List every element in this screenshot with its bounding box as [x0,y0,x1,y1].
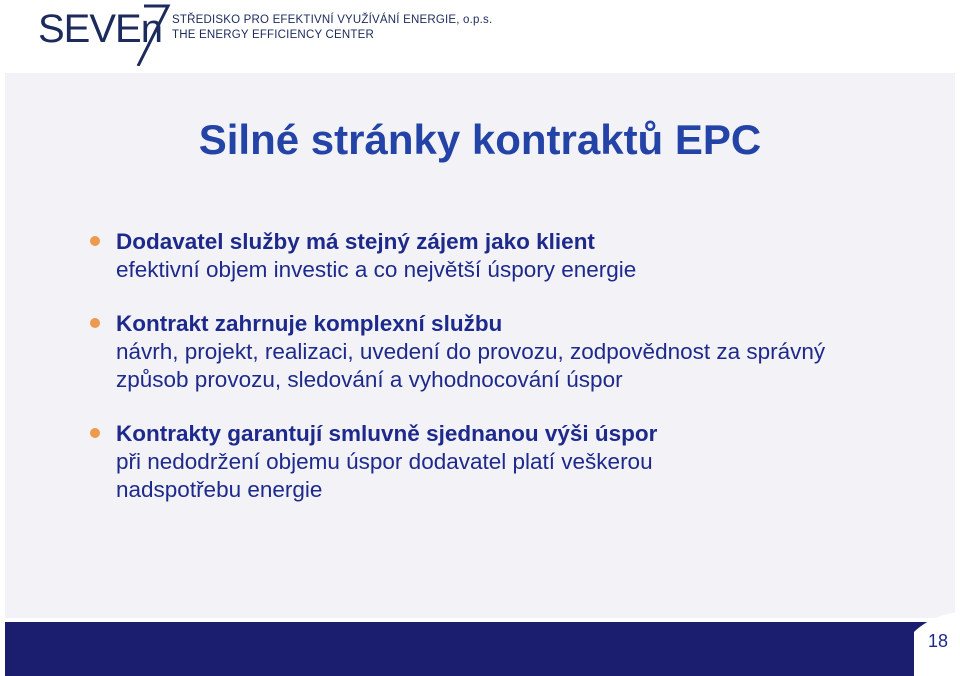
bullet-list [86,228,936,530]
bullet-body: při nedodržení objemu úspor dodavatel platí veškerou nadspotřebu energie [116,449,653,502]
bullet-heading: Kontrakt zahrnuje komplexní službu [116,311,503,336]
organization-name-en: THE ENERGY EFFICIENCY CENTER [172,29,374,41]
bullet-item [86,420,936,504]
bullet-dot-icon [90,236,100,246]
seven-logo [36,0,186,66]
page-number: 18 [927,631,949,651]
bullet-dot-icon [90,428,100,438]
header [0,0,960,70]
slide-title: Silné stránky kontraktů EPC [198,116,762,163]
bullet-heading: Kontrakty garantují smluvně sjednanou výši úspor [116,421,658,446]
footer-bar [5,622,955,676]
bullet-item [86,310,936,394]
bullet-dot-icon [90,318,100,328]
bullet-heading: Dodavatel služby má stejný zájem jako klient [116,229,595,254]
bullet-body: efektivní objem investic a co největší úspory energie [116,257,637,282]
bullet-body: návrh, projekt, realizaci, uvedení do provozu, zodpovědnost za správný způsob provozu, sledování a vyhodnocování úspor [116,339,826,392]
organization-name [172,13,492,43]
organization-name-cz: STŘEDISKO PRO EFEKTIVNÍ VYUŽÍVÁNÍ ENERGIE, o.p.s. [172,14,493,26]
bullet-item [86,228,936,284]
svg-text:SEVEn: SEVEn [38,7,162,51]
